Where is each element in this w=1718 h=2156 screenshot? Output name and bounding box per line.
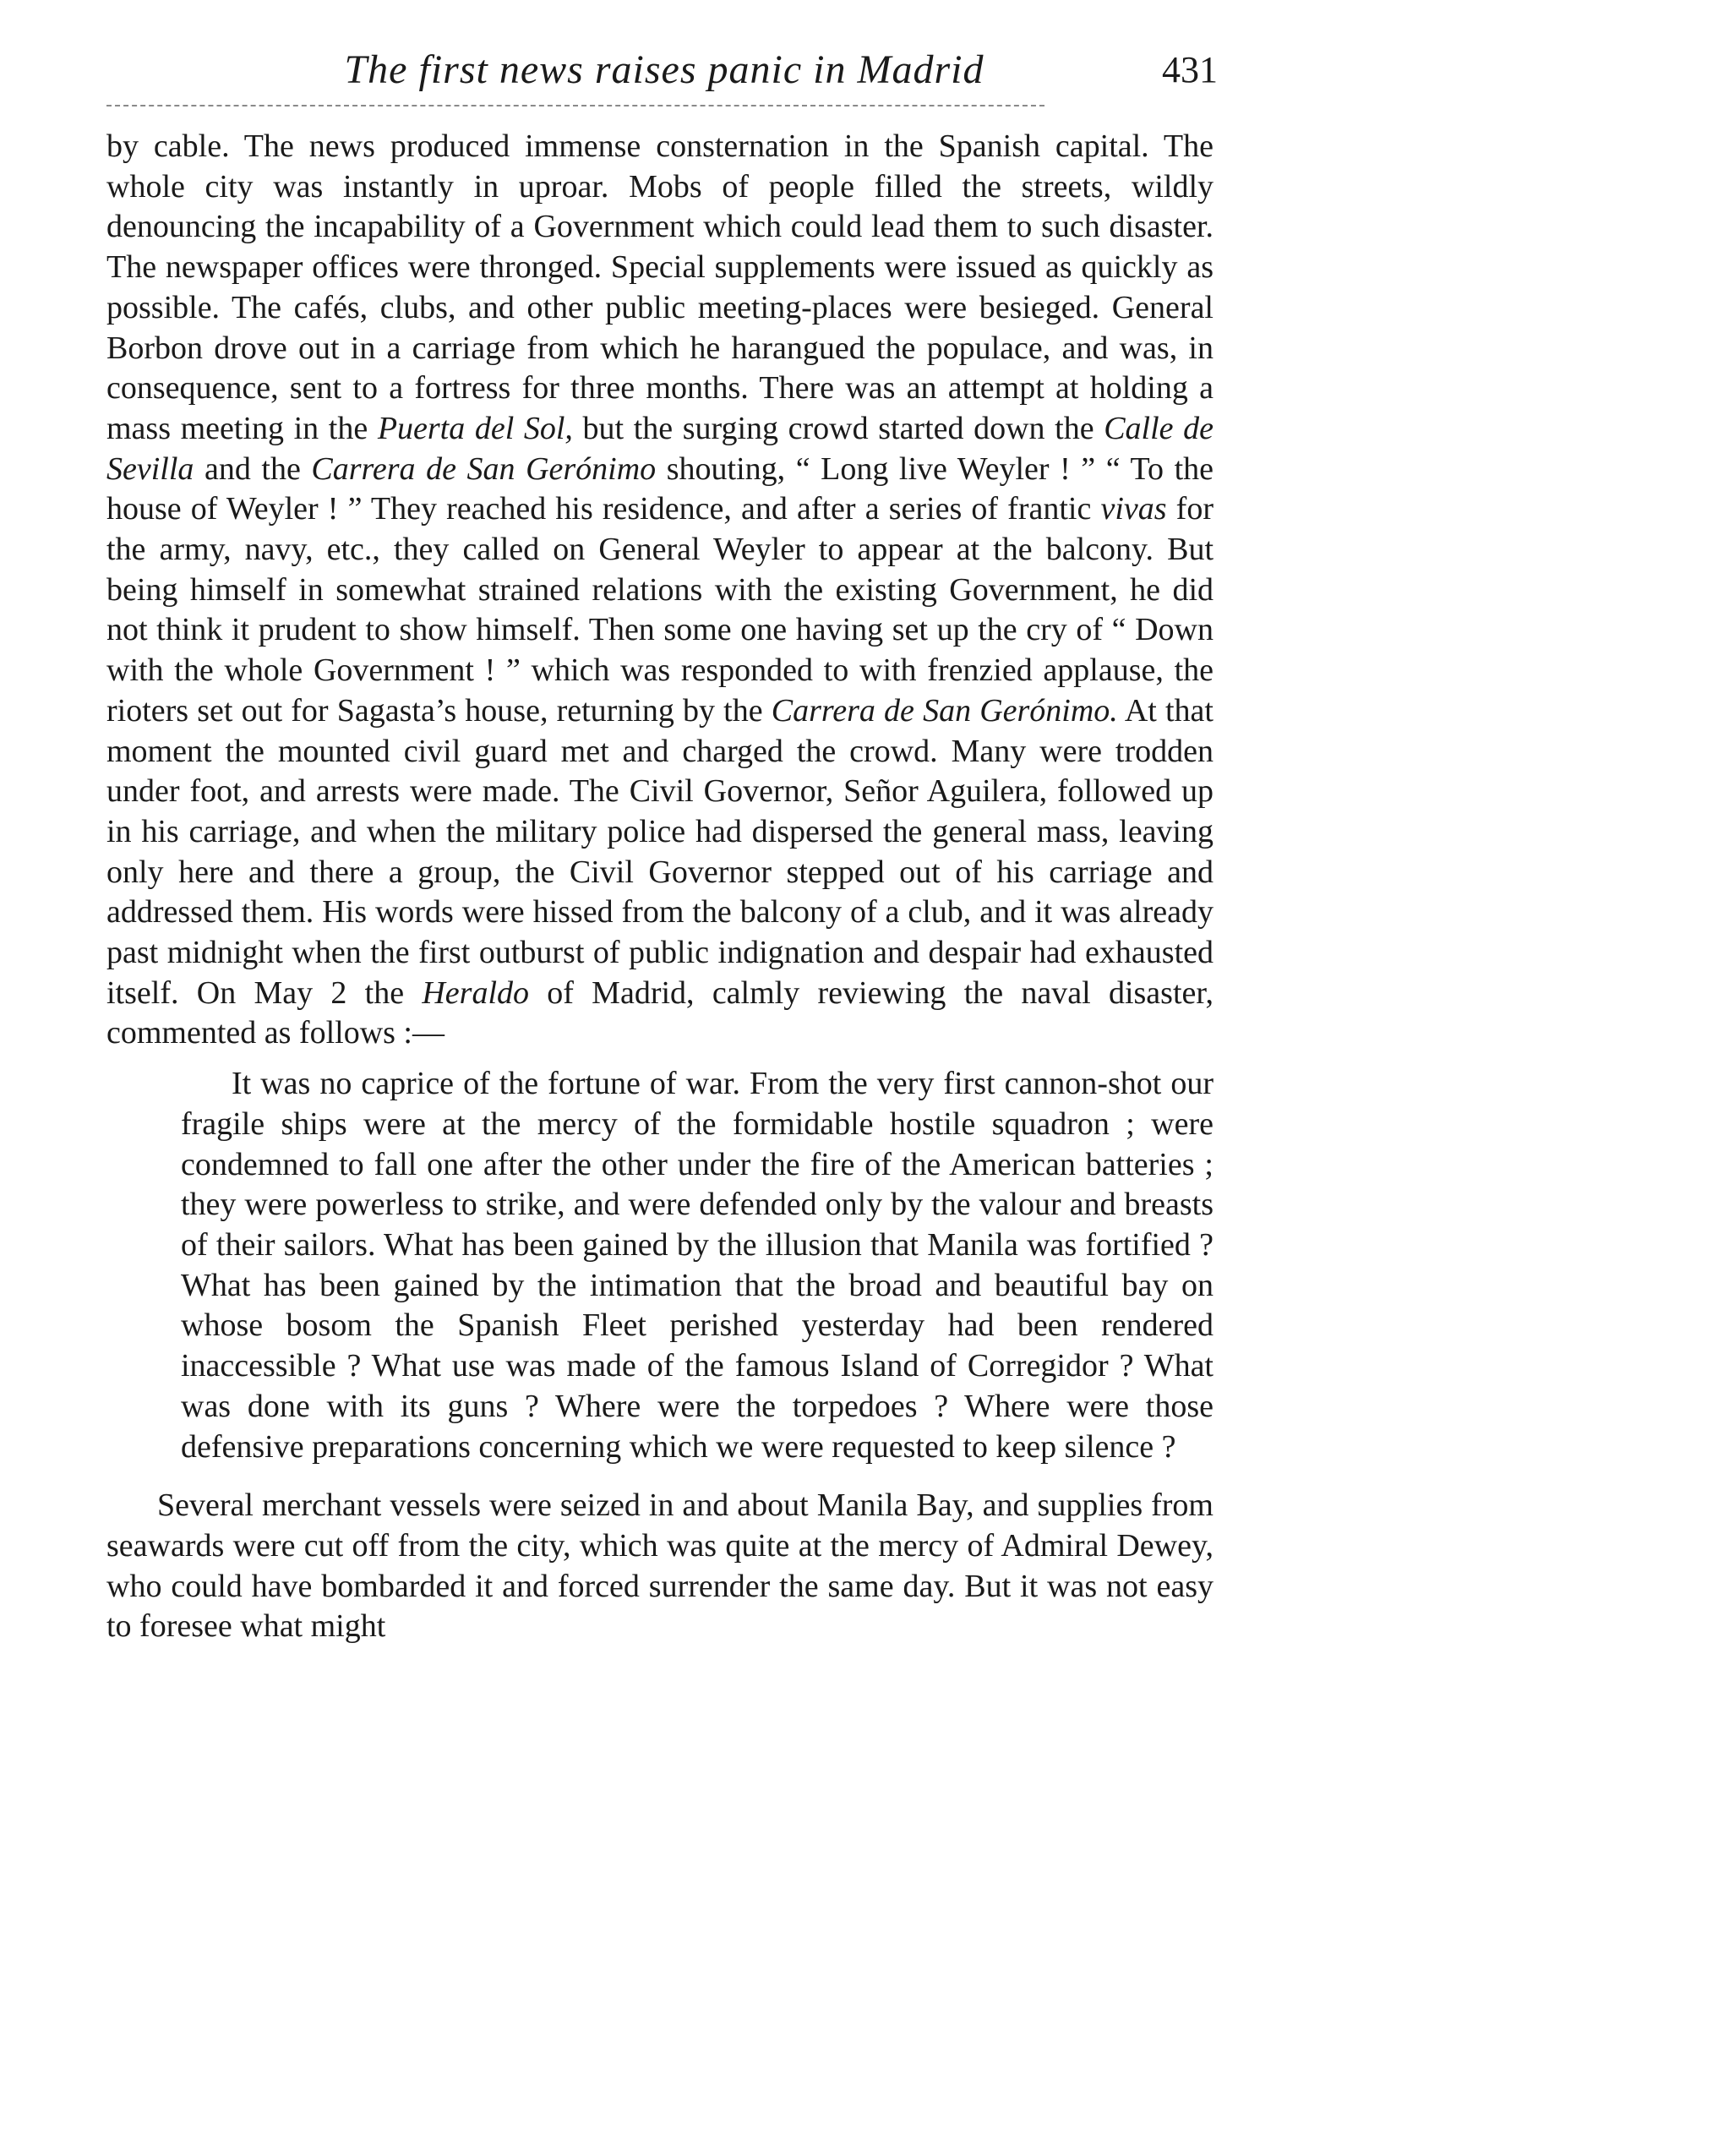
text-run: but the surging crowd started down the xyxy=(572,410,1104,446)
italic-newspaper-name: Heraldo xyxy=(422,974,529,1011)
italic-word: vivas xyxy=(1100,491,1167,527)
italic-street-name: Calle de Sevilla xyxy=(106,410,1214,487)
italic-street-name: Carrera de San Gerónimo. xyxy=(771,692,1118,729)
italic-place-name: Puerta del Sol, xyxy=(377,410,573,446)
text-run: shouting, “ Long live Weyler ! ” “ To the house of Weyler ! ” They reached his residence, and after a series of frantic xyxy=(106,450,1214,527)
text-run: and the xyxy=(194,450,312,487)
text-run: At that moment the mounted civil guard met and charged the crowd. Many were trodden under foot, and arrests were made. The Civil Governor, Señor Aguilera, followed up in his carriage, and when the military police had dispersed the general mass, leaving only here and there a group, the Civil Governor stepped out of his carriage and addressed them. His words were hissed from the balcony of a club, and it was already past midnight when the first outburst of public indignation and despair had exhausted itself. On May 2 the xyxy=(106,692,1214,1011)
text-run: for the army, navy, etc., they called on General Weyler to appear at the balcony. But being himself in somewhat strained relations with the existing Government, he did not think it prudent to show himself. Then some one having set up the cry of “ Down with the whole Government ! ” which was responded to with frenzied applause, the rioters set out for Sagasta’s house, returning by the xyxy=(106,491,1214,729)
body-text xyxy=(106,127,1214,1647)
italic-street-name: Carrera de San Gerónimo xyxy=(311,450,657,487)
header-rule xyxy=(106,105,1044,106)
running-header xyxy=(106,41,1226,100)
paragraph-1 xyxy=(106,127,1214,1054)
text-run: of Madrid, calmly reviewing the naval disaster, commented as follows :— xyxy=(106,974,1214,1051)
block-quote: It was no caprice of the fortune of war. From the very first cannon-shot our fragile ships were at the mercy of the formidable hostile squadron ; were condemned to fall one after the other under the fire of the American batteries ; they were powerless to strike, and were defended only by the valour and breasts of their sailors. What has been gained by the illusion that Manila was fortified ? What has been gained by the intimation that the broad and beautiful bay on whose bosom the Spanish Fleet perished yesterday had been rendered inaccessible ? What use was made of the famous Island of Corregidor ? What was done with its guns ? Where were the torpedoes ? Where were those defensive preparations concerning which we were requested to keep silence ? xyxy=(181,1066,1214,1465)
text-run: by cable. The news produced immense consternation in the Spanish capital. The whole city was instantly in uproar. Mobs of people filled the streets, wildly denouncing the incapability of a Government which could lead them to such disaster. The newspaper offices were thronged. Special supplements were issued as quickly as possible. The cafés, clubs, and other public meeting-places were besieged. General Borbon drove out in a carriage from which he harangued the populace, and was, in consequence, sent to a fortress for three months. There was an attempt at holding a mass meeting in the xyxy=(106,128,1214,446)
paragraph-3: Several merchant vessels were seized in and about Manila Bay, and supplies from seawards were cut off from the city, which was quite at the mercy of Admiral Dewey, who could have bombarded it and forced surrender the same day. But it was not easy to foresee what might xyxy=(106,1487,1214,1645)
page-title: The first news raises panic in Madrid xyxy=(344,47,984,92)
page-number: 431 xyxy=(1162,49,1218,90)
